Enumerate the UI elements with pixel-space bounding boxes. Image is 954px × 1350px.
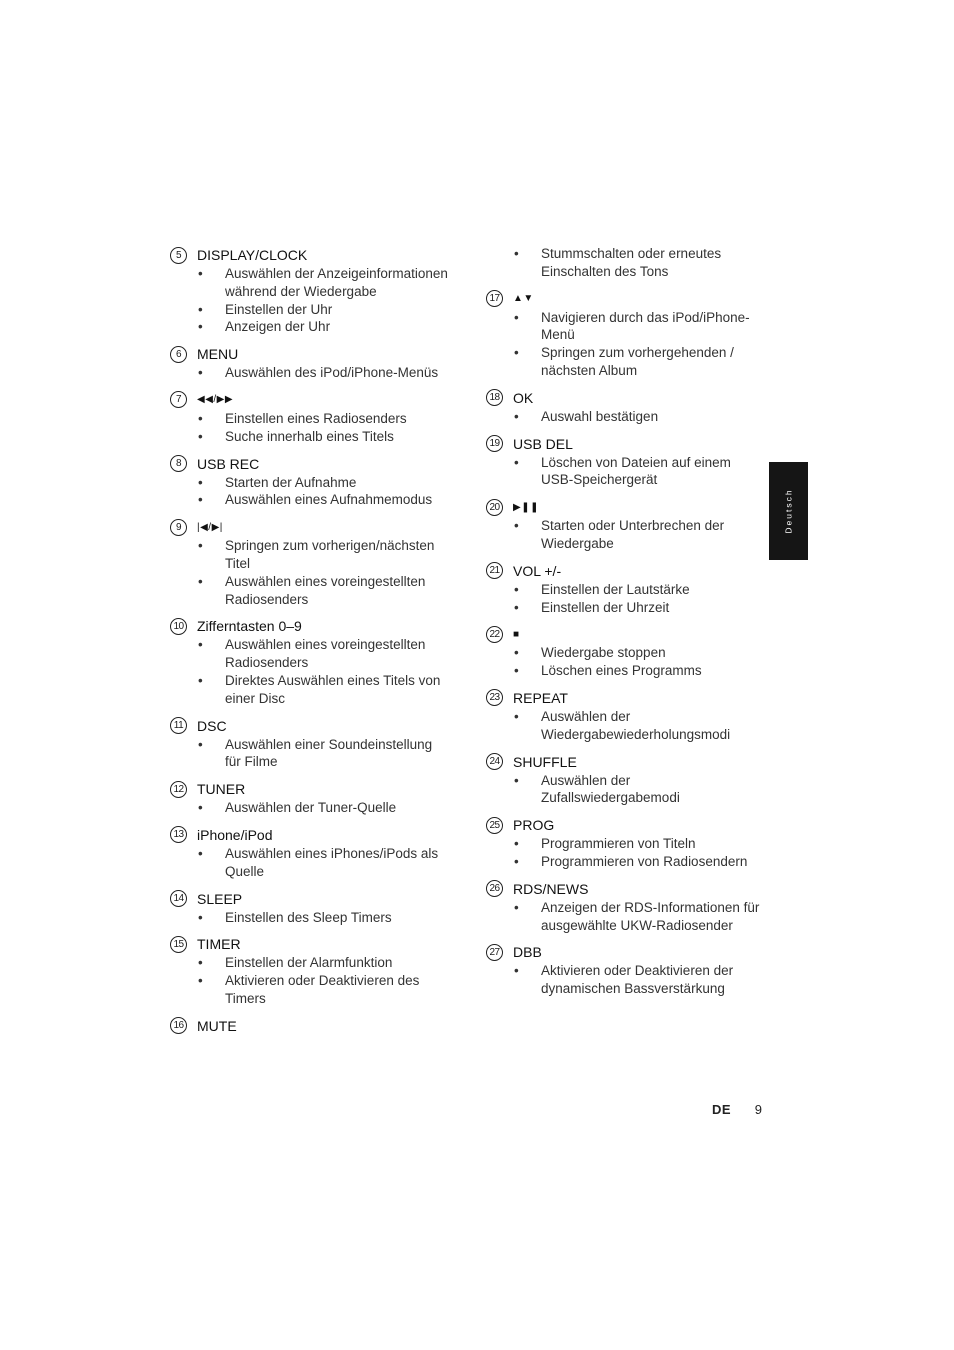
entry-title: DBB <box>513 944 542 961</box>
entry-title: ◀◀/▶▶ <box>197 394 234 406</box>
bullet-item: • Löschen von Dateien auf einem USB-Speichergerät <box>486 454 766 490</box>
entry-number-badge: 26 <box>486 880 503 897</box>
bullet-item: • Auswählen der Tuner-Quelle <box>170 799 450 817</box>
entry-title: RDS/NEWS <box>513 880 589 897</box>
bullet-item: • Starten der Aufnahme <box>170 474 450 492</box>
bullet-list <box>486 408 766 426</box>
bullet-item: • Auswählen eines voreingestellten Radiosenders <box>170 573 450 609</box>
bullet-list <box>170 474 450 510</box>
bullet-list <box>170 954 450 1007</box>
control-entry <box>170 616 450 707</box>
entry-number-badge: 8 <box>170 455 187 472</box>
bullet-item: • Löschen eines Programms <box>486 662 766 680</box>
entry-title: SHUFFLE <box>513 753 577 770</box>
bullet-item: • Einstellen der Lautstärke <box>486 581 766 599</box>
bullet-list <box>170 364 450 382</box>
entry-title: Zifferntasten 0–9 <box>197 618 302 635</box>
control-entry <box>170 517 450 608</box>
bullet-list <box>170 799 450 817</box>
entry-number-badge: 17 <box>486 290 503 307</box>
page-number: 9 <box>754 1102 762 1117</box>
entry-heading <box>170 889 450 909</box>
bullet-item: • Springen zum vorhergehenden / nächsten Album <box>486 344 766 380</box>
entry-number-badge: 27 <box>486 944 503 961</box>
entry-heading <box>486 434 766 454</box>
control-entry <box>486 688 766 744</box>
bullet-item: • Anzeigen der Uhr <box>170 318 450 336</box>
control-entry <box>486 879 766 935</box>
bullet-item: • Auswählen einer Soundeinstellung für Filme <box>170 736 450 772</box>
control-entry <box>486 245 766 281</box>
control-entry <box>170 1016 450 1036</box>
bullet-item: • Direktes Auswählen eines Titels von einer Disc <box>170 672 450 708</box>
control-entry <box>170 454 450 510</box>
entry-heading <box>170 934 450 954</box>
entry-heading <box>170 825 450 845</box>
bullet-item: • Navigieren durch das iPod/iPhone-Menü <box>486 309 766 345</box>
entry-title: USB DEL <box>513 435 573 452</box>
control-entry <box>486 388 766 426</box>
bullet-item: • Auswahl bestätigen <box>486 408 766 426</box>
right-column <box>486 245 766 1006</box>
bullet-list <box>486 245 766 281</box>
control-entry <box>486 815 766 871</box>
bullet-list <box>170 410 450 446</box>
entry-number-badge: 6 <box>170 346 187 363</box>
entry-number-badge: 13 <box>170 826 187 843</box>
bullet-list <box>486 708 766 744</box>
entry-number-badge: 15 <box>170 936 187 953</box>
entry-number-badge: 25 <box>486 817 503 834</box>
entry-number-badge: 7 <box>170 391 187 408</box>
bullet-item: • Programmieren von Radiosendern <box>486 853 766 871</box>
entry-number-badge: 22 <box>486 626 503 643</box>
control-entry <box>486 289 766 380</box>
bullet-item: • Auswählen eines iPhones/iPods als Quelle <box>170 845 450 881</box>
control-entry <box>170 889 450 927</box>
entry-title: |◀/▶| <box>197 521 223 533</box>
entry-title: TIMER <box>197 936 241 953</box>
entry-heading <box>486 688 766 708</box>
bullet-list <box>170 909 450 927</box>
entry-title: ■ <box>513 628 520 640</box>
entry-heading <box>170 1016 450 1036</box>
control-entry <box>170 390 450 446</box>
bullet-item: • Programmieren von Titeln <box>486 835 766 853</box>
entry-title: DSC <box>197 717 227 734</box>
entry-title: MUTE <box>197 1017 237 1034</box>
bullet-item: • Aktivieren oder Deaktivieren des Timers <box>170 972 450 1008</box>
entry-title: DISPLAY/CLOCK <box>197 247 308 263</box>
entry-heading <box>486 942 766 962</box>
entry-heading <box>170 245 450 265</box>
entry-title: ▲▼ <box>513 293 534 305</box>
bullet-item: • Wiedergabe stoppen <box>486 644 766 662</box>
bullet-list <box>486 962 766 998</box>
entry-heading <box>486 624 766 644</box>
control-entry <box>170 344 450 382</box>
entry-heading <box>170 616 450 636</box>
entry-title: TUNER <box>197 781 246 798</box>
entry-number-badge: 11 <box>170 717 187 734</box>
bullet-item: • Suche innerhalb eines Titels <box>170 428 450 446</box>
entry-number-badge: 12 <box>170 781 187 798</box>
bullet-list <box>486 517 766 553</box>
entry-number-badge: 10 <box>170 618 187 635</box>
entry-number-badge: 14 <box>170 890 187 907</box>
entry-number-badge: 16 <box>170 1017 187 1034</box>
control-entry <box>486 497 766 553</box>
entry-title: USB REC <box>197 455 260 472</box>
entry-heading <box>170 454 450 474</box>
bullet-list <box>170 265 450 336</box>
bullet-item: • Einstellen des Sleep Timers <box>170 909 450 927</box>
bullet-item: • Auswählen der Zufallswiedergabemodi <box>486 772 766 808</box>
entry-heading <box>486 879 766 899</box>
bullet-item: • Einstellen eines Radiosenders <box>170 410 450 428</box>
entry-title: OK <box>513 389 534 406</box>
bullet-list <box>170 845 450 881</box>
bullet-list <box>486 772 766 808</box>
entry-number-badge: 19 <box>486 435 503 452</box>
bullet-item: • Auswählen der Anzeigeinformationen während der Wiedergabe <box>170 265 450 301</box>
bullet-item: • Starten oder Unterbrechen der Wiedergabe <box>486 517 766 553</box>
bullet-list <box>170 736 450 772</box>
entry-heading <box>486 289 766 309</box>
bullet-item: • Einstellen der Uhrzeit <box>486 599 766 617</box>
entry-title: SLEEP <box>197 890 243 907</box>
control-entry <box>486 434 766 490</box>
left-column <box>170 245 450 1044</box>
entry-heading <box>170 390 450 410</box>
entry-number-badge: 5 <box>170 247 187 264</box>
entry-number-badge: 21 <box>486 562 503 579</box>
bullet-item: • Auswählen eines voreingestellten Radiosenders <box>170 636 450 672</box>
entry-heading <box>486 815 766 835</box>
entry-heading <box>486 561 766 581</box>
entry-heading <box>170 517 450 537</box>
bullet-list <box>486 581 766 617</box>
entry-title: VOL +/- <box>513 562 562 579</box>
bullet-list <box>486 454 766 490</box>
control-entry <box>170 779 450 817</box>
entry-title: ▶❚❚ <box>513 501 539 513</box>
language-tab-label: Deutsch <box>783 488 794 534</box>
bullet-item: • Einstellen der Alarmfunktion <box>170 954 450 972</box>
bullet-list <box>170 636 450 707</box>
control-entry <box>486 561 766 617</box>
entry-number-badge: 9 <box>170 519 187 536</box>
entry-title: MENU <box>197 346 239 363</box>
language-tab <box>769 462 808 560</box>
control-entry <box>486 624 766 680</box>
entry-number-badge: 24 <box>486 753 503 770</box>
bullet-item: • Auswählen des iPod/iPhone-Menüs <box>170 364 450 382</box>
control-entry <box>486 942 766 998</box>
entry-heading <box>170 716 450 736</box>
control-entry <box>170 716 450 772</box>
bullet-list <box>486 835 766 871</box>
footer-language: DE <box>712 1102 732 1117</box>
entry-heading <box>170 779 450 799</box>
entry-number-badge: 18 <box>486 389 503 406</box>
entry-number-badge: 23 <box>486 689 503 706</box>
entry-heading <box>486 752 766 772</box>
bullet-item: • Anzeigen der RDS-Informationen für ausgewählte UKW-Radiosender <box>486 899 766 935</box>
bullet-list <box>486 899 766 935</box>
bullet-item: • Stummschalten oder erneutes Einschalten des Tons <box>486 245 766 281</box>
entry-heading <box>486 388 766 408</box>
control-entry <box>486 752 766 808</box>
bullet-list <box>170 537 450 608</box>
control-entry <box>170 245 450 336</box>
entry-number-badge: 20 <box>486 499 503 516</box>
entry-title: iPhone/iPod <box>197 826 273 843</box>
entry-heading <box>170 344 450 364</box>
bullet-item: • Springen zum vorherigen/nächsten Titel <box>170 537 450 573</box>
entry-heading <box>486 497 766 517</box>
control-entry <box>170 934 450 1007</box>
entry-title: PROG <box>513 817 555 834</box>
bullet-item: • Aktivieren oder Deaktivieren der dynamischen Bassverstärkung <box>486 962 766 998</box>
page-footer <box>712 1102 762 1117</box>
entry-title: REPEAT <box>513 689 568 706</box>
control-entry <box>170 825 450 881</box>
bullet-list <box>486 309 766 380</box>
bullet-item: • Einstellen der Uhr <box>170 301 450 319</box>
bullet-item: • Auswählen eines Aufnahmemodus <box>170 491 450 509</box>
bullet-item: • Auswählen der Wiedergabewiederholungsmodi <box>486 708 766 744</box>
bullet-list <box>486 644 766 680</box>
